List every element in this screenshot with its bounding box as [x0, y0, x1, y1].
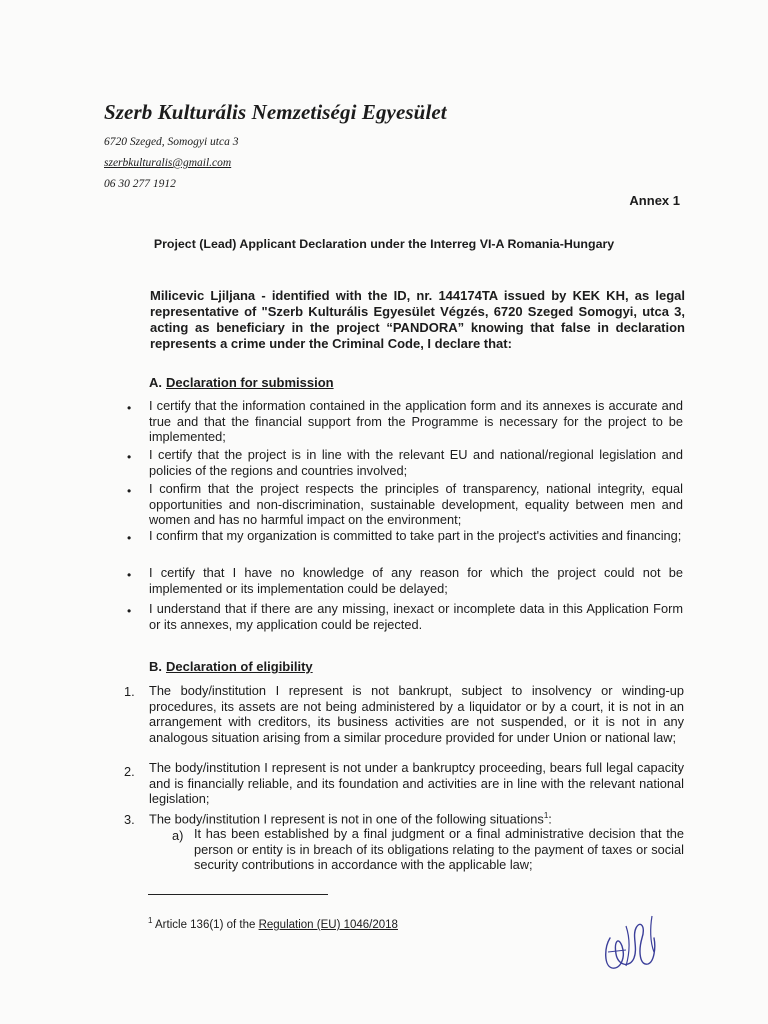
submission-bullet: I confirm that my organization is committed to take part in the project's activities and financing; — [149, 528, 682, 543]
bullet-icon: • — [127, 531, 132, 545]
eligibility-item: The body/institution I represent is not bankrupt, subject to insolvency or winding-up procedures, its assets are not being administered by a liquidator or by a court, it is not in an arrangement with creditors, its business activities are not suspended, or it is not in any analogous situation arising from a similar procedure provided for under Union or national law; — [149, 683, 684, 745]
list-number: 1. — [124, 684, 135, 699]
eligibility-item-text: The body/institution I represent is not in one of the following situations — [149, 811, 544, 827]
footnote-number: 1 — [148, 916, 153, 925]
list-number: 3. — [124, 812, 135, 827]
submission-bullet: I understand that if there are any missing, inexact or incomplete data in this Application Form or its annexes, my application could be rejected. — [149, 601, 683, 632]
organization-phone: 06 30 277 1912 — [104, 178, 176, 190]
bullet-icon: • — [127, 604, 132, 618]
eligibility-item — [149, 808, 684, 827]
sublist-label: a) — [172, 828, 184, 843]
organization-email[interactable]: szerbkulturalis@gmail.com — [104, 157, 232, 169]
organization-name: Szerb Kulturális Nemzetiségi Egyesület — [104, 100, 447, 124]
section-b-heading — [149, 659, 313, 674]
signature-icon — [596, 908, 666, 978]
eligibility-item: The body/institution I represent is not under a bankruptcy proceeding, bears full legal capacity and is financially reliable, and its foundation and activities are in line with the relevant national legislation; — [149, 760, 684, 807]
section-b-title: Declaration of eligibility — [166, 659, 313, 674]
submission-bullet: I certify that the project is in line with the relevant EU and national/regional legislation and policies of the regions and countries involved; — [149, 447, 683, 478]
section-a-heading — [149, 375, 334, 390]
declarant-intro: Milicevic Ljiljana - identified with the ID, nr. 144174TA issued by KEK KH, as legal representative of "Szerb Kulturális Egyesület Végzés, 6720 Szeged Somogyi, utca 3, acting as beneficiary in the project “PANDORA” knowing that false in declaration represents a crime under the Criminal Code, I declare that: — [150, 288, 685, 351]
eligibility-subitem: It has been established by a final judgment or a final administrative decision that the person or entity is in breach of its obligations relating to the payment of taxes or social security contributions in accordance with the applicable law; — [194, 826, 684, 873]
submission-bullet: I confirm that the project respects the principles of transparency, national integrity, equal opportunities and non-discrimination, sustainable development, equality between men and women and has no harmful impact on the environment; — [149, 481, 683, 528]
footnote-divider — [148, 894, 328, 895]
bullet-icon: • — [127, 568, 132, 582]
footnote-prefix: Article 136(1) of the — [155, 918, 256, 931]
organization-address: 6720 Szeged, Somogyi utca 3 — [104, 136, 239, 148]
section-a-letter: A. — [149, 375, 162, 390]
bullet-icon: • — [127, 401, 132, 415]
annex-label: Annex 1 — [629, 193, 680, 208]
list-number: 2. — [124, 764, 135, 779]
footnote-marker[interactable]: 1 — [543, 811, 549, 820]
eligibility-item-tail: : — [548, 811, 552, 827]
section-a-title: Declaration for submission — [166, 375, 334, 390]
section-b-letter: B. — [149, 659, 162, 674]
document-title: Project (Lead) Applicant Declaration under the Interreg VI-A Romania-Hungary — [153, 237, 615, 251]
submission-bullet: I certify that the information contained in the application form and its annexes is accurate and true and that the financial support from the Programme is necessary for the project to be implemented; — [149, 398, 683, 445]
submission-bullet: I certify that I have no knowledge of any reason for which the project could not be implemented or its implementation could be delayed; — [149, 565, 683, 596]
bullet-icon: • — [127, 484, 132, 498]
footnote-regulation-link[interactable]: Regulation (EU) 1046/2018 — [258, 918, 398, 931]
footnote — [148, 916, 398, 931]
bullet-icon: • — [127, 450, 132, 464]
